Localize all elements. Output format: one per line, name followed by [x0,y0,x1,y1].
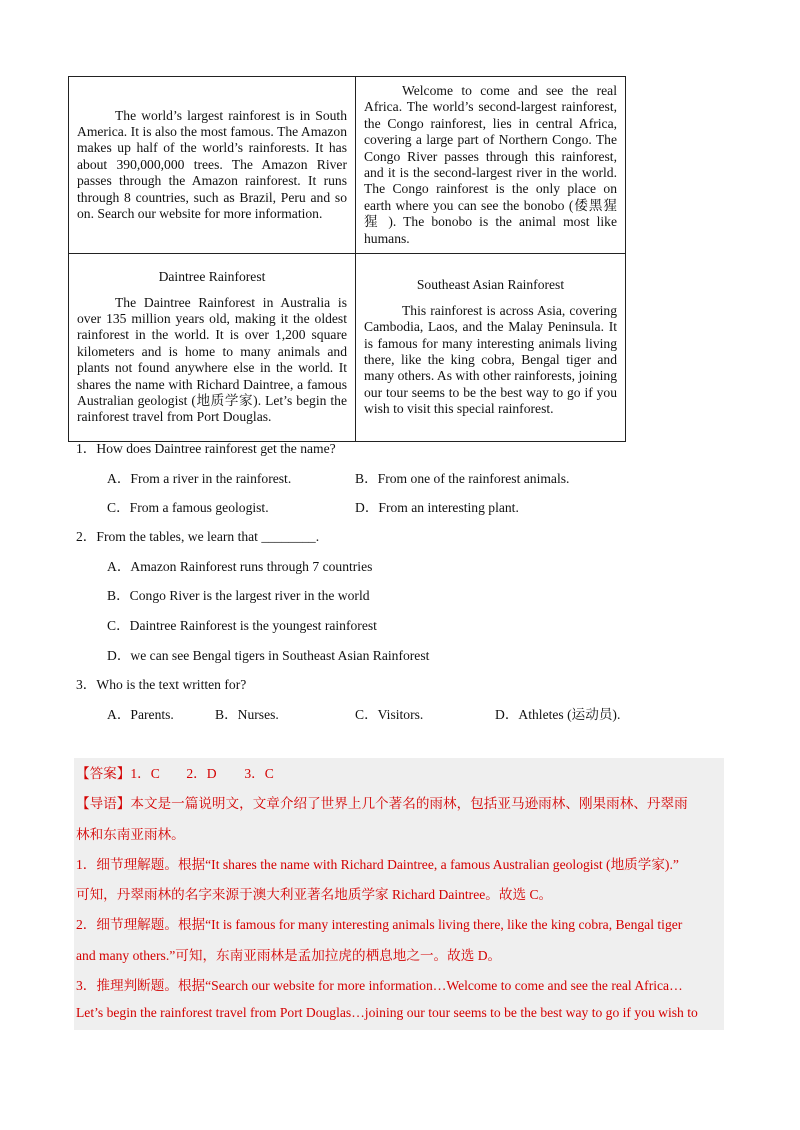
daintree-title: Daintree Rainforest [158,269,266,285]
q3-option-b: B．Nurses. [215,707,279,722]
southeast-text: This rainforest is across Asia, covering Cambodia, Laos, and the Malay Peninsula. It is famous for many interesting animals living there, like the king cobra, Bengal tiger and many others. As with other rainforests, joining our tour seems to be the best way to go if you wish to visit this special rainforest. [364,302,617,417]
explanation-2-line-2: and many others.”可知，东南亚雨林是孟加拉虎的栖息地之一。故选 D。 [76,948,502,963]
answer-key [76,762,274,782]
table-row [69,77,626,254]
intro-line-2: 林和东南亚雨林。 [76,827,185,842]
southeast-title: Southeast Asian Rainforest [416,277,565,293]
q3-option-d: D．Athletes (运动员). [495,707,621,722]
amazon-cell [69,77,356,254]
answer-key-label: 【答案】 [76,766,131,781]
question-3-stem: 3．Who is the text written for? [76,677,247,692]
explanation-1-line-2: 可知，丹翠雨林的名字来源于澳大利亚著名地质学家 Richard Daintree。故选 C。 [76,887,553,902]
q2-option-c: C．Daintree Rainforest is the youngest rainforest [107,618,377,633]
q3-option-c: C．Visitors. [355,707,424,722]
daintree-cell [69,254,356,442]
answer-key-2: 2．D [186,766,217,781]
explanation-3-line-2: Let’s begin the rainforest travel from Port Douglas…joining our tour seems to be the best way to go if you wish to [76,1005,698,1020]
explanation-2-line-1: 2．细节理解题。根据“It is famous for many interesting animals living there, like the king cobra, Bengal tiger [76,917,683,932]
daintree-text: The Daintree Rainforest in Australia is over 135 million years old, making it the oldest rainforest in the world. It is over 1,200 square kilometers and is home to many animals and plants not found anywhere else in the world. It shares the name with Richard Daintree, a famous Australian geologist (地质学家). Let’s begin the rainforest travel from Port Douglas. [77,294,347,425]
congo-cell [356,77,626,254]
congo-text: Welcome to come and see the real Africa. The world’s second-largest rainforest, the Congo rainforest, lies in central Africa, covering a large part of Northern Congo. The Congo River passes through this rainforest, and it is the second-largest river in the world. The Congo rainforest is the only place on earth where you can see the bonobo (倭黑猩猩 ). The bonobo is the animal most like humans. [364,83,617,246]
explanation-1-line-1: 1．细节理解题。根据“It shares the name with Richard Daintree, a famous Australian geologist (地质学家).” [76,857,679,872]
answer-key-1: 1．C [130,766,160,781]
q1-option-b: B．From one of the rainforest animals. [355,471,570,486]
amazon-text: The world’s largest rainforest is in South America. It is also the most famous. The Amazon makes up half of the world’s rainforests. It has about 390,000,000 trees. The Amazon River passes through the Amazon rainforest. It runs through 8 countries, such as Brazil, Peru and so on. Search our website for more information. [77,107,347,222]
q1-option-c: C．From a famous geologist. [107,500,269,515]
explanation-3-line-1: 3．推理判断题。根据“Search our website for more information…Welcome to come and see the real Africa… [76,978,683,993]
rainforest-table [68,76,626,442]
q1-option-d: D．From an interesting plant. [355,500,519,515]
question-2-stem: 2．From the tables, we learn that ________. [76,529,320,544]
q2-option-b: B．Congo River is the largest river in the world [107,588,370,603]
q3-option-a: A．Parents. [107,707,174,722]
question-1-stem: 1．How does Daintree rainforest get the name? [76,441,336,456]
q1-option-a: A．From a river in the rainforest. [107,471,292,486]
intro-line-1: 【导语】本文是一篇说明文，文章介绍了世界上几个著名的雨林，包括亚马逊雨林、刚果雨林、丹翠雨 [76,796,688,811]
southeast-cell [356,254,626,442]
q2-option-a: A．Amazon Rainforest runs through 7 countries [107,559,373,574]
q2-option-d: D．we can see Bengal tigers in Southeast Asian Rainforest [107,648,430,663]
table-row [69,254,626,442]
answer-key-3: 3．C [244,766,274,781]
